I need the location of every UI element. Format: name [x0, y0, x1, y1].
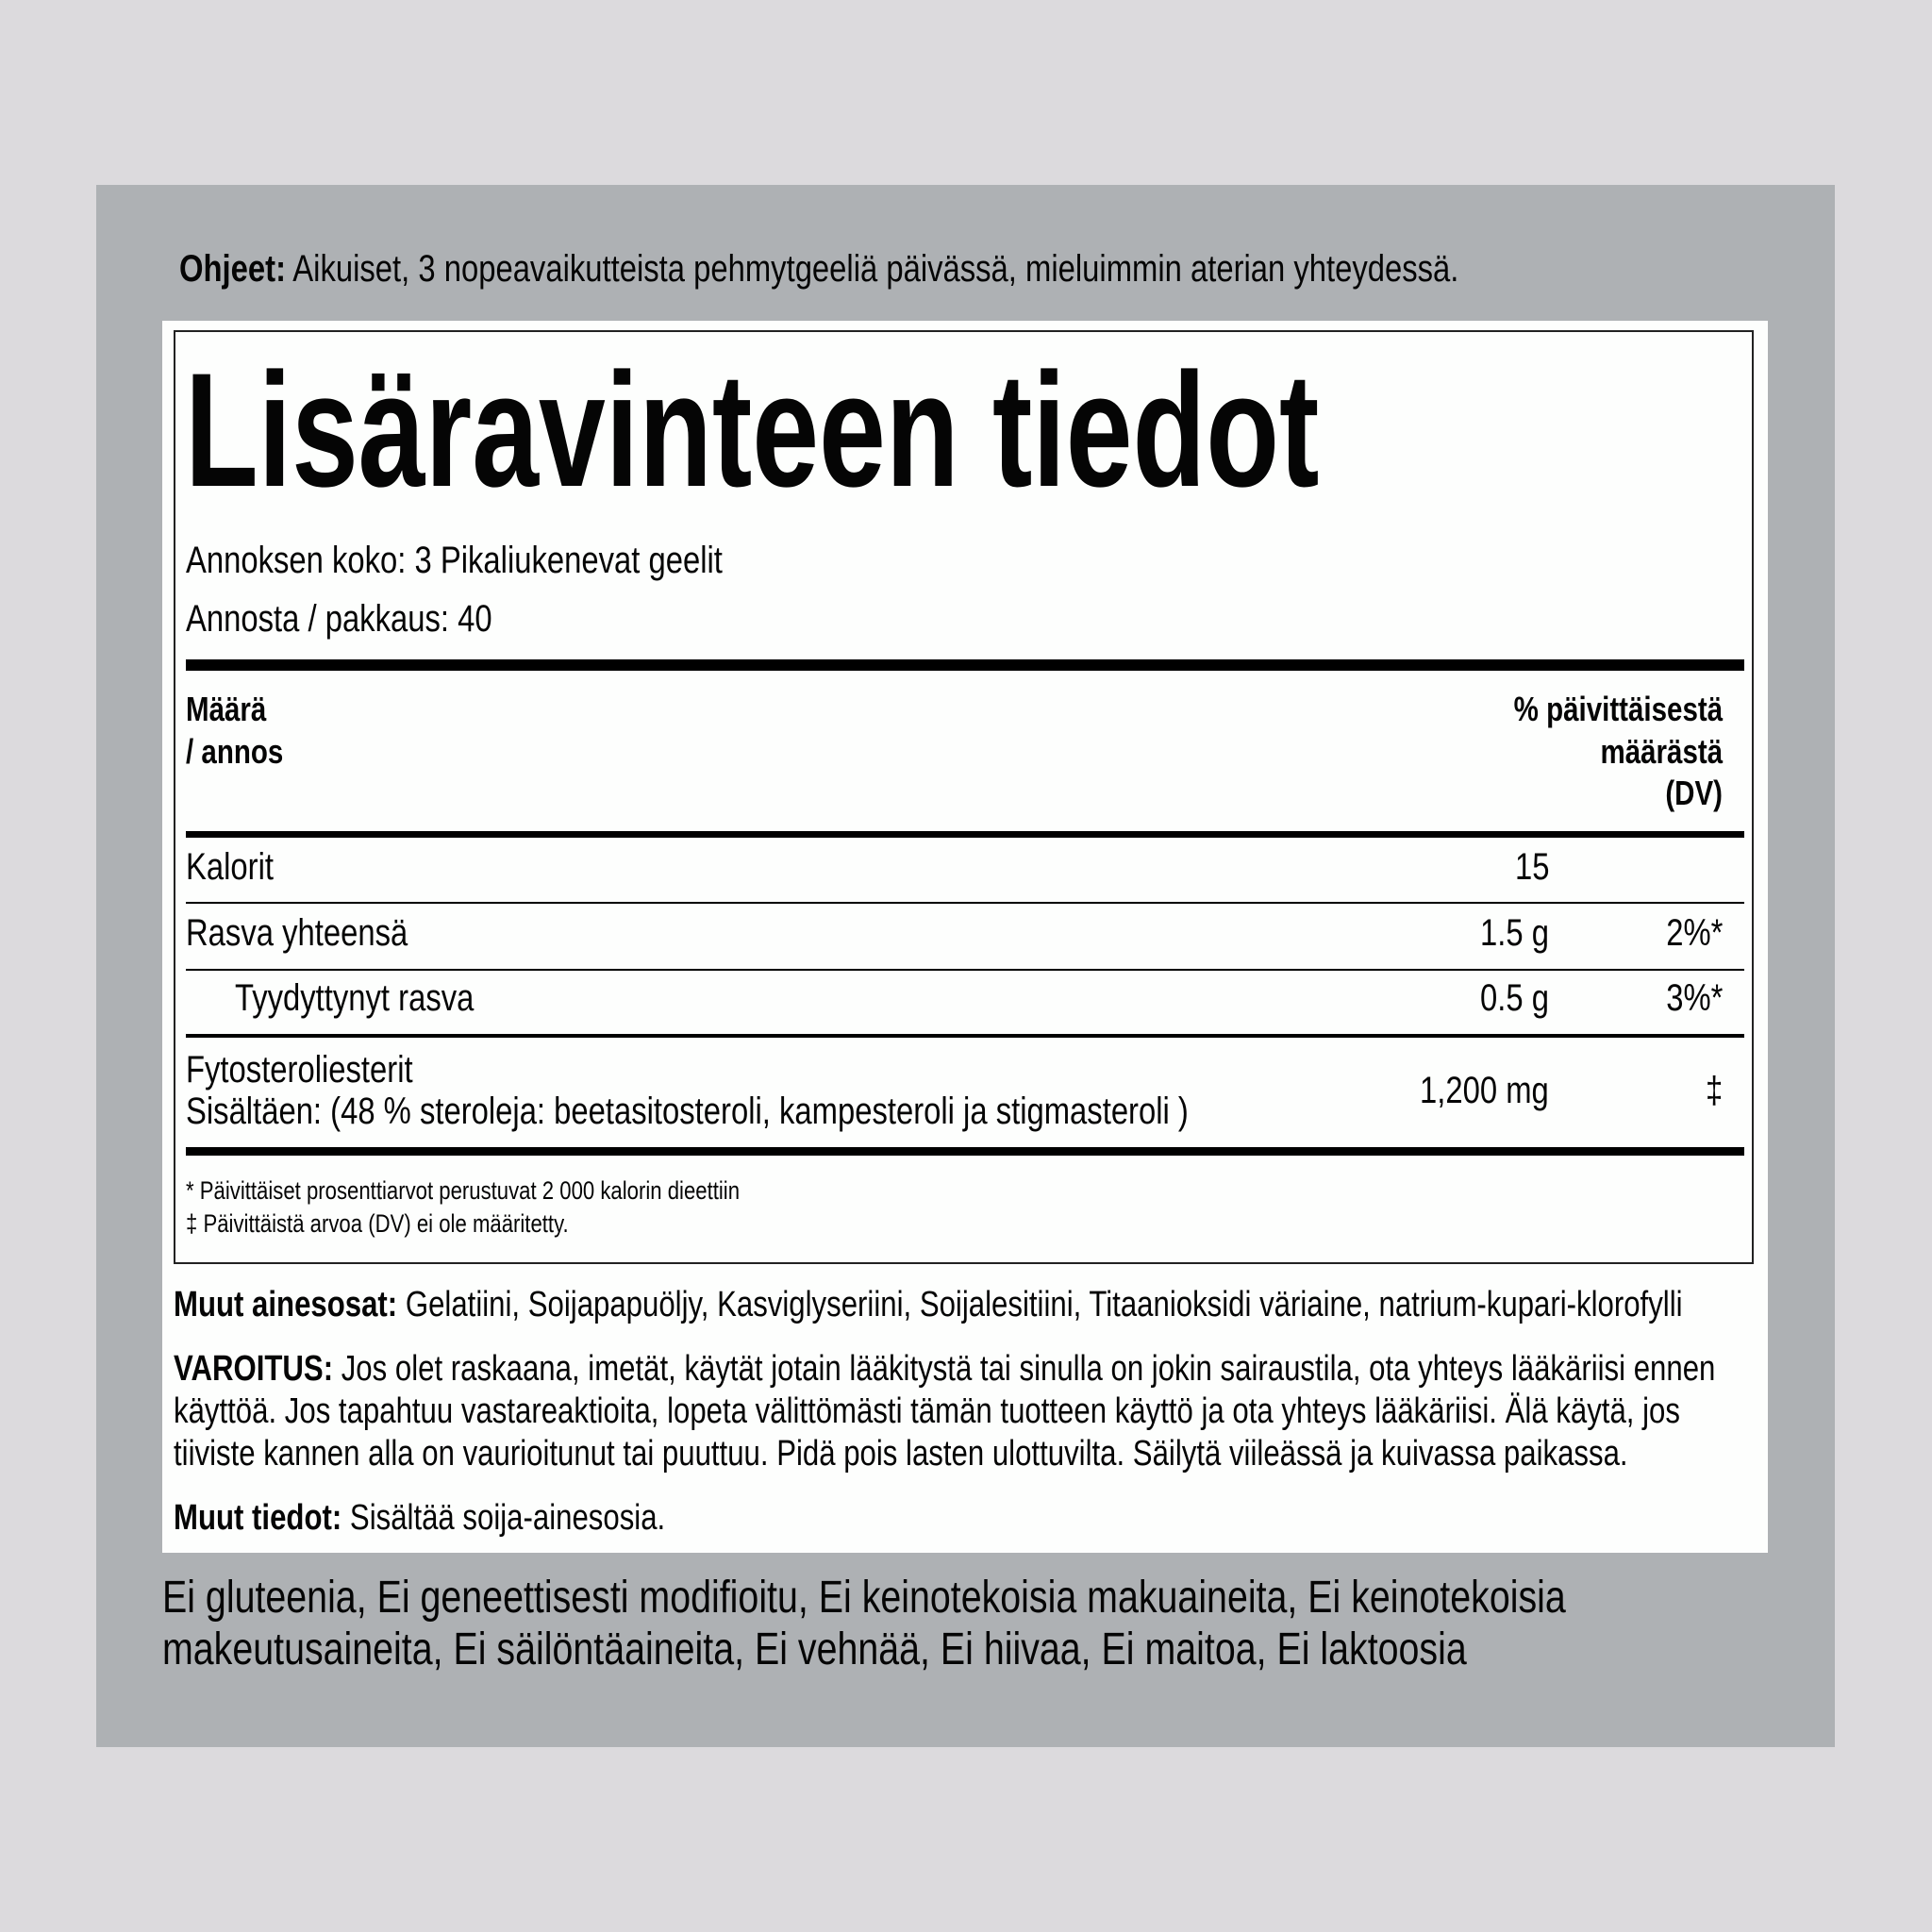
other-ingredients-text: Gelatiini, Soijapapuöljy, Kasviglyseriini, Soijalesitiini, Titaanioksidi väriaine, natrium-kupari-klorofylli — [397, 1285, 1683, 1324]
footnote: ‡ Päivittäistä arvoa (DV) ei ole määritetty. — [186, 1209, 569, 1238]
row-amount: 15 — [1514, 846, 1549, 888]
row-amount: 1,200 mg — [1420, 1070, 1549, 1111]
divider-thin — [186, 969, 1744, 971]
row-dv: 3%* — [1665, 977, 1723, 1019]
header-dv-3: (DV) — [1665, 774, 1723, 812]
row-name: Kalorit — [186, 846, 274, 888]
row-amount: 0.5 g — [1480, 977, 1549, 1019]
row-name: Tyydyttynyt rasva — [235, 977, 475, 1019]
footnote: * Päivittäiset prosenttiarvot perustuvat 2 000 kalorin dieettiin — [186, 1176, 741, 1205]
warning-label: VAROITUS: — [174, 1349, 334, 1389]
divider-thick — [186, 659, 1744, 671]
divider-thin — [186, 902, 1744, 904]
divider-thin — [186, 1034, 1744, 1038]
divider-thick — [186, 1147, 1744, 1156]
other-ingredients-label: Muut ainesosat: — [174, 1285, 398, 1324]
row-amount: 1.5 g — [1480, 912, 1549, 954]
header-dv-2: määrästä — [1600, 732, 1723, 771]
directions-label: Ohjeet: — [179, 248, 286, 290]
serving-size: Annoksen koko: 3 Pikaliukenevat geelit — [186, 540, 723, 581]
free-from-list: Ei gluteenia, Ei geneettisesti modifioitu, Ei keinotekoisia makuaineita, Ei keinotekoisia makeutusaineita, Ei säilöntäaineita, Ei vehnää, Ei hiivaa, Ei maitoa, Ei laktoosia — [162, 1573, 1566, 1674]
other-ingredients — [174, 1287, 1683, 1323]
row-name: Fytosteroliesterit — [186, 1049, 413, 1091]
servings-per-container: Annosta / pakkaus: 40 — [186, 598, 492, 640]
header-amount-1: Määrä — [186, 690, 267, 728]
header-amount-2: / annos — [186, 732, 284, 771]
other-info-text: Sisältää soija-ainesosia. — [341, 1498, 666, 1538]
other-info-label: Muut tiedot: — [174, 1498, 342, 1538]
divider-medium — [186, 831, 1744, 838]
row-dv: ‡ — [1705, 1070, 1723, 1111]
directions — [179, 250, 1458, 288]
facts-title: Lisäravinteen tiedot — [185, 340, 1320, 521]
row-sub: Sisältäen: (48 % steroleja: beetasitosteroli, kampesteroli ja stigmasteroli ) — [186, 1091, 1189, 1132]
row-dv: 2%* — [1665, 912, 1723, 954]
other-info — [174, 1500, 665, 1536]
warning — [174, 1348, 1744, 1475]
warning-text: Jos olet raskaana, imetät, käytät jotain lääkitystä tai sinulla on jokin sairaustila, ota yhteys lääkäriisi ennen käyttöä. Jos tapahtuu vastareaktioita, lopeta välittömästi tämän tuotteen käyttö ja ota yhteys lääkäriisi. Älä käytä, jos tiiviste kannen alla on vaurioitunut tai puuttuu. Pidä pois lasten ulottuvilta. Säilytä viileässä ja kuivassa paikassa. — [174, 1349, 1716, 1474]
header-dv-1: % päivittäisestä — [1513, 690, 1723, 728]
directions-text: Aikuiset, 3 nopeavaikutteista pehmytgeeliä päivässä, mieluimmin aterian yhteydessä. — [285, 248, 1459, 290]
row-name: Rasva yhteensä — [186, 912, 408, 954]
